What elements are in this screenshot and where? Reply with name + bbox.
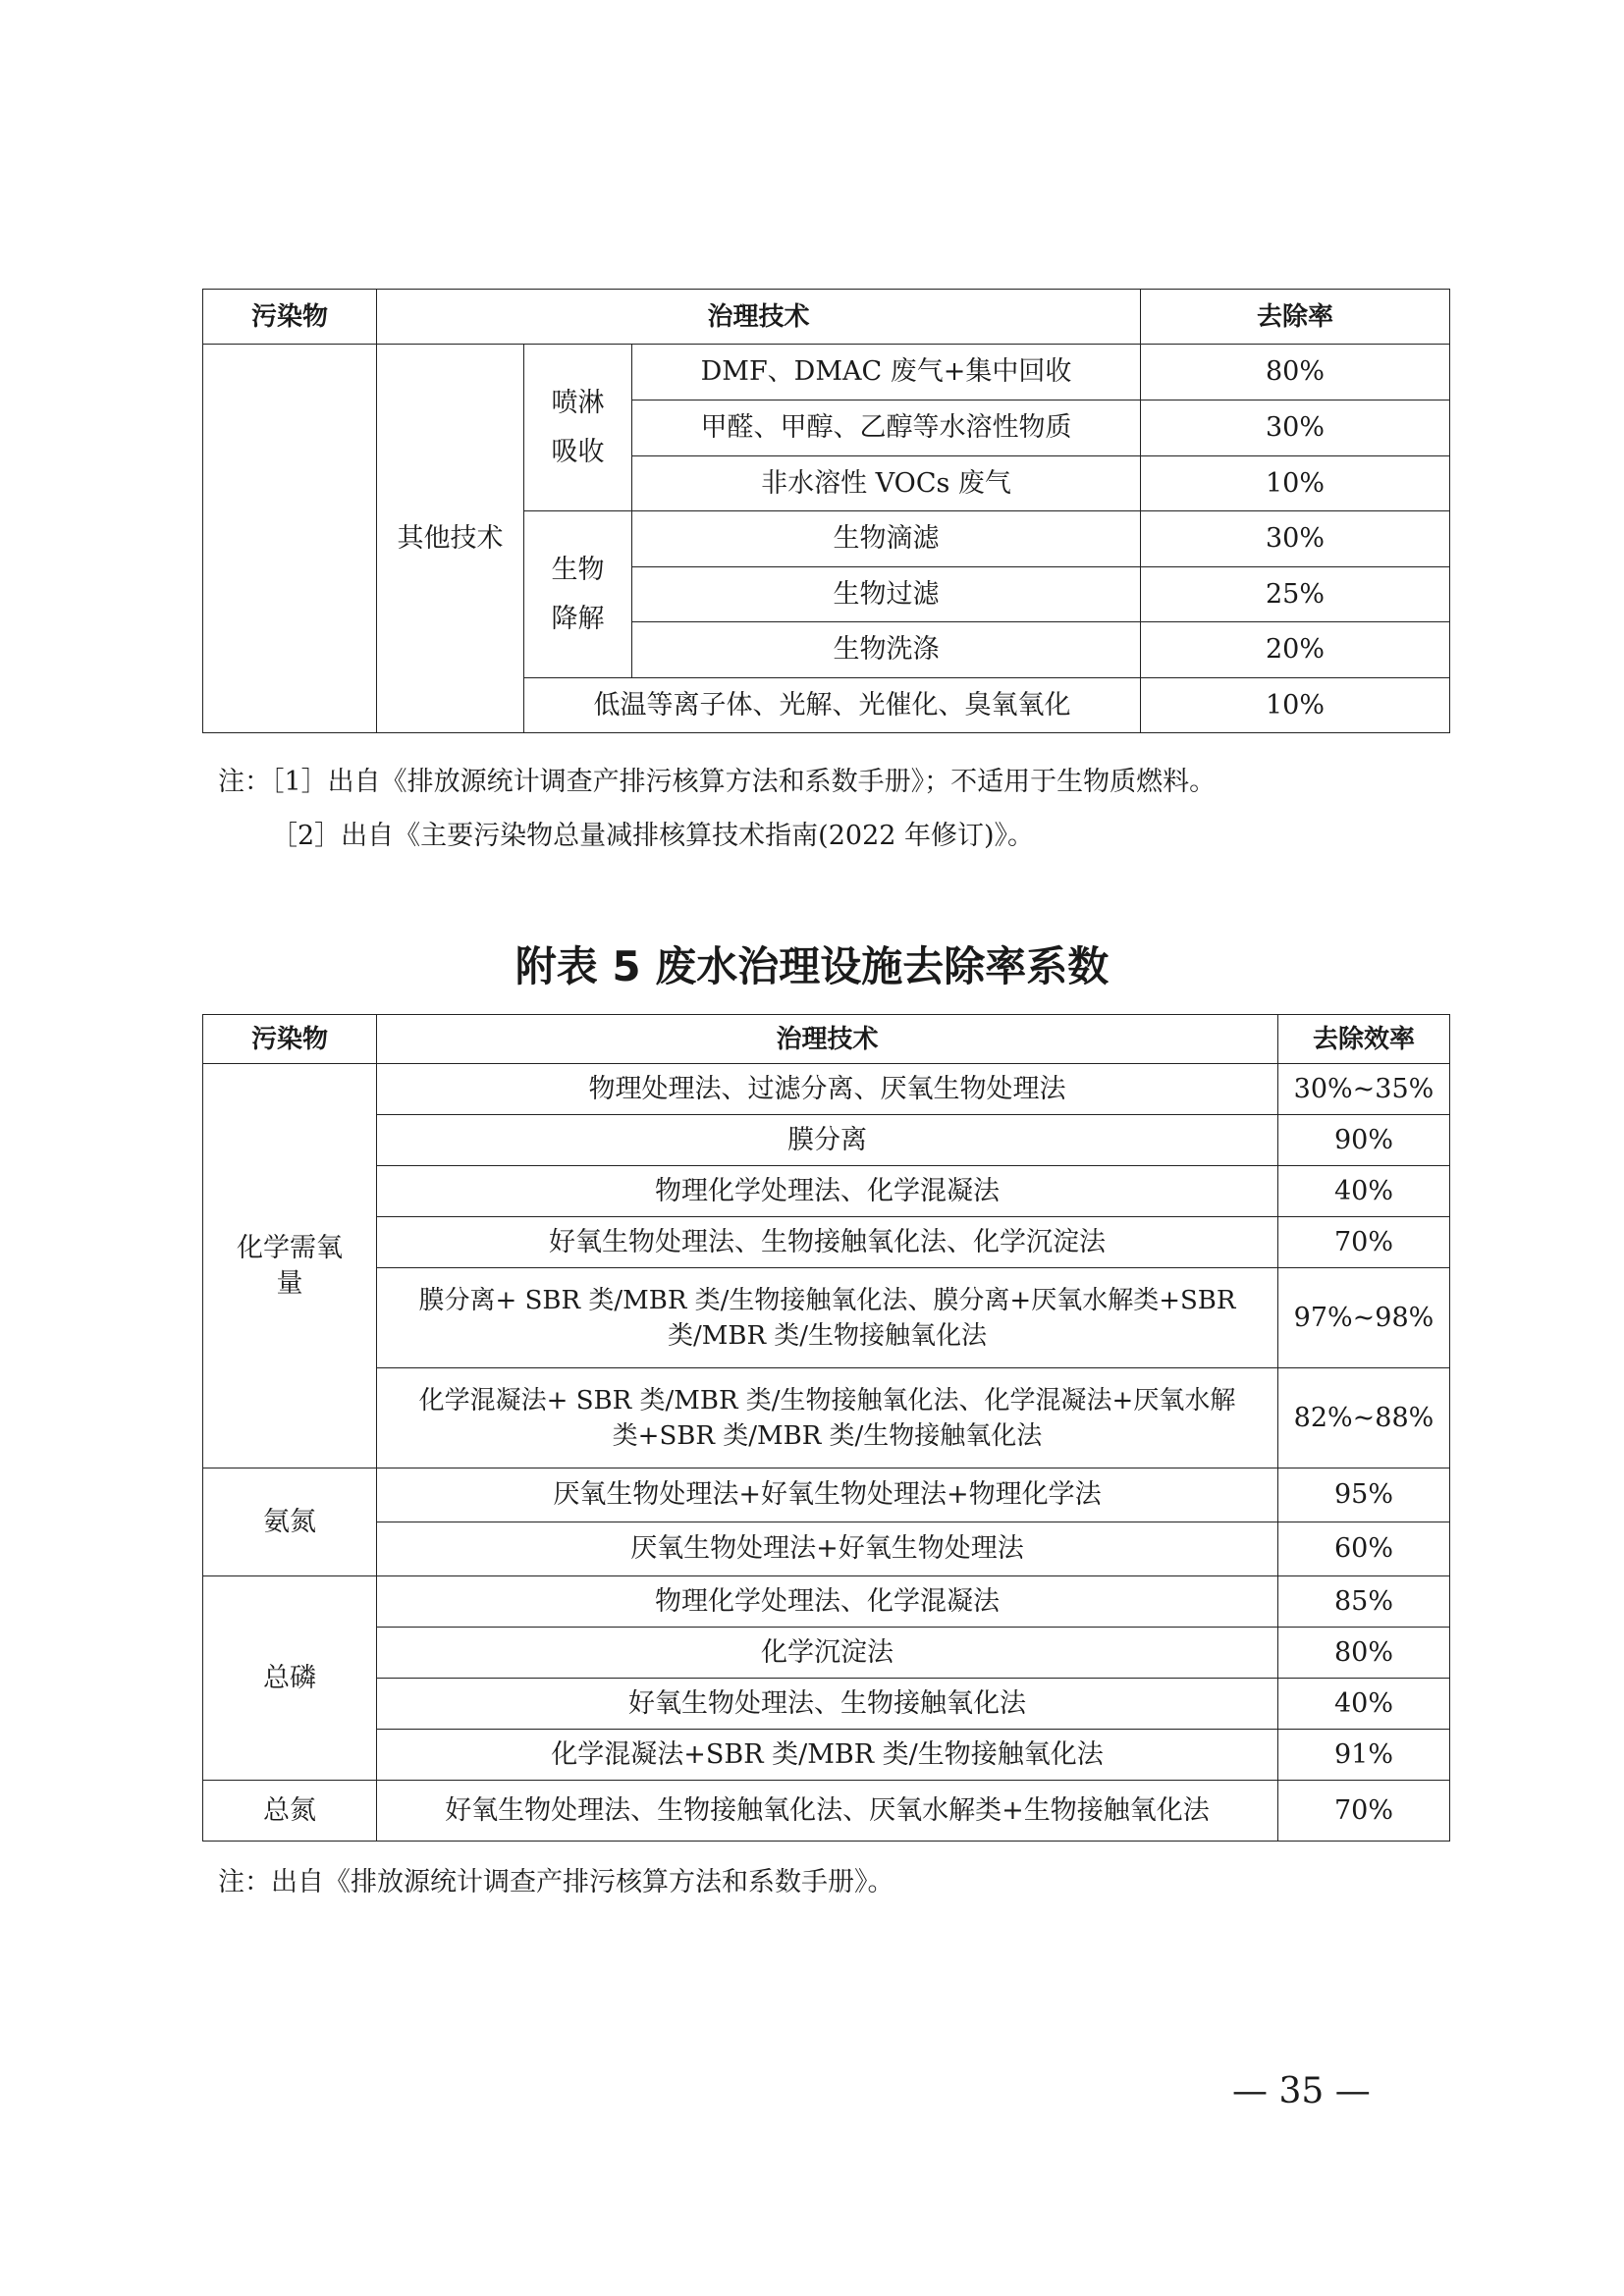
tech-cell: 好氧生物处理法、生物接触氧化法、化学沉淀法: [377, 1217, 1278, 1268]
page-number: — 35 —: [1232, 2071, 1371, 2111]
rate-cell: 60%: [1278, 1522, 1450, 1576]
rate-cell: 70%: [1278, 1781, 1450, 1842]
tech-cell: 生物过滤: [632, 567, 1141, 622]
rate-cell: 70%: [1278, 1217, 1450, 1268]
pollutant-line: 量: [276, 1267, 303, 1299]
tech-line: 类/MBR 类/生物接触氧化法: [667, 1320, 988, 1351]
group-line: 喷淋: [551, 387, 605, 418]
rate-cell: 80%: [1278, 1628, 1450, 1679]
table-row: [203, 1064, 1450, 1115]
category-cell: 其他技术: [377, 345, 524, 733]
group-line: 生物: [551, 554, 605, 585]
tech-cell: 化学混凝法+SBR 类/MBR 类/生物接触氧化法: [377, 1730, 1278, 1781]
tech-line: 类+SBR 类/MBR 类/生物接触氧化法: [612, 1420, 1043, 1451]
rate-cell: 20%: [1141, 622, 1450, 678]
header-rate: 去除率: [1141, 290, 1450, 345]
rate-cell: 80%: [1141, 345, 1450, 400]
pollutant-cell-empty: [203, 345, 377, 733]
rate-cell: 10%: [1141, 456, 1450, 511]
tech-cell: 生物洗涤: [632, 622, 1141, 678]
table-row: [203, 345, 1450, 400]
pollutant-cell-cod: [203, 1064, 377, 1468]
pollutant-cell-ammonia: 氨氮: [203, 1468, 377, 1576]
table-row: [203, 1730, 1450, 1781]
pollutant-cell-nitrogen: 总氮: [203, 1781, 377, 1842]
header-pollutant: 污染物: [203, 1015, 377, 1064]
group-cell-spray-absorption: [524, 345, 632, 511]
table-row: [203, 1166, 1450, 1217]
tech-cell: 厌氧生物处理法+好氧生物处理法+物理化学法: [377, 1468, 1278, 1522]
group-line: 降解: [551, 603, 605, 634]
tech-cell: 化学沉淀法: [377, 1628, 1278, 1679]
tech-cell: 好氧生物处理法、生物接触氧化法: [377, 1679, 1278, 1730]
rate-cell: 82%~88%: [1278, 1368, 1450, 1468]
tech-line: 膜分离+ SBR 类/MBR 类/生物接触氧化法、膜分离+厌氧水解类+SBR: [418, 1285, 1236, 1315]
rate-cell: 10%: [1141, 678, 1450, 733]
tech-cell: 生物滴滤: [632, 511, 1141, 567]
table2-title: 附表 5 废水治理设施去除率系数: [514, 942, 1110, 990]
header-technology: 治理技术: [377, 1015, 1278, 1064]
tech-cell: 物理化学处理法、化学混凝法: [377, 1166, 1278, 1217]
table-wastewater-removal: [202, 1014, 1450, 1842]
tech-cell: 好氧生物处理法、生物接触氧化法、厌氧水解类+生物接触氧化法: [377, 1781, 1278, 1842]
table-vocs-removal: [202, 289, 1450, 733]
tech-cell: 非水溶性 VOCs 废气: [632, 456, 1141, 511]
group-cell-biodegradation: [524, 511, 632, 678]
rate-cell: 91%: [1278, 1730, 1450, 1781]
rate-cell: 40%: [1278, 1679, 1450, 1730]
tech-cell: 低温等离子体、光解、光催化、臭氧氧化: [524, 678, 1141, 733]
rate-cell: 25%: [1141, 567, 1450, 622]
rate-cell: 90%: [1278, 1115, 1450, 1166]
tech-cell: 甲醛、甲醇、乙醇等水溶性物质: [632, 400, 1141, 456]
table-header-row: [203, 290, 1450, 345]
group-line: 吸收: [551, 436, 605, 467]
rate-cell: 40%: [1278, 1166, 1450, 1217]
rate-cell: 30%: [1141, 511, 1450, 567]
table-row: [203, 1115, 1450, 1166]
rate-cell: 85%: [1278, 1576, 1450, 1628]
tech-line: 化学混凝法+ SBR 类/MBR 类/生物接触氧化法、化学混凝法+厌氧水解: [418, 1385, 1236, 1415]
tech-cell: 物理化学处理法、化学混凝法: [377, 1576, 1278, 1628]
table2-note: 注：出自《排放源统计调查产排污核算方法和系数手册》。: [218, 1867, 894, 1897]
table-row: [203, 1268, 1450, 1368]
table-header-row: [203, 1015, 1450, 1064]
table-row: [203, 1217, 1450, 1268]
tech-cell: [377, 1268, 1278, 1368]
table1-note-1: 注：［1］出自《排放源统计调查产排污核算方法和系数手册》；不适用于生物质燃料。: [218, 767, 1217, 797]
header-efficiency: 去除效率: [1278, 1015, 1450, 1064]
tech-cell: 膜分离: [377, 1115, 1278, 1166]
rate-cell: 95%: [1278, 1468, 1450, 1522]
tech-cell: [377, 1368, 1278, 1468]
tech-cell: 物理处理法、过滤分离、厌氧生物处理法: [377, 1064, 1278, 1115]
tech-cell: DMF、DMAC 废气+集中回收: [632, 345, 1141, 400]
header-technology: 治理技术: [377, 290, 1141, 345]
table-row: [203, 1679, 1450, 1730]
table-row: [203, 1576, 1450, 1628]
rate-cell: 97%~98%: [1278, 1268, 1450, 1368]
table-row: [203, 1468, 1450, 1522]
pollutant-cell-phosphorus: 总磷: [203, 1576, 377, 1781]
table-row: [203, 1368, 1450, 1468]
table1-note-2: ［2］出自《主要污染物总量减排核算技术指南(2022 年修订)》。: [271, 821, 1035, 851]
table-row: [203, 1781, 1450, 1842]
rate-cell: 30%~35%: [1278, 1064, 1450, 1115]
table-row: [203, 1522, 1450, 1576]
header-pollutant: 污染物: [203, 290, 377, 345]
table-row: [203, 1628, 1450, 1679]
tech-cell: 厌氧生物处理法+好氧生物处理法: [377, 1522, 1278, 1576]
rate-cell: 30%: [1141, 400, 1450, 456]
pollutant-line: 化学需氧: [237, 1232, 343, 1263]
